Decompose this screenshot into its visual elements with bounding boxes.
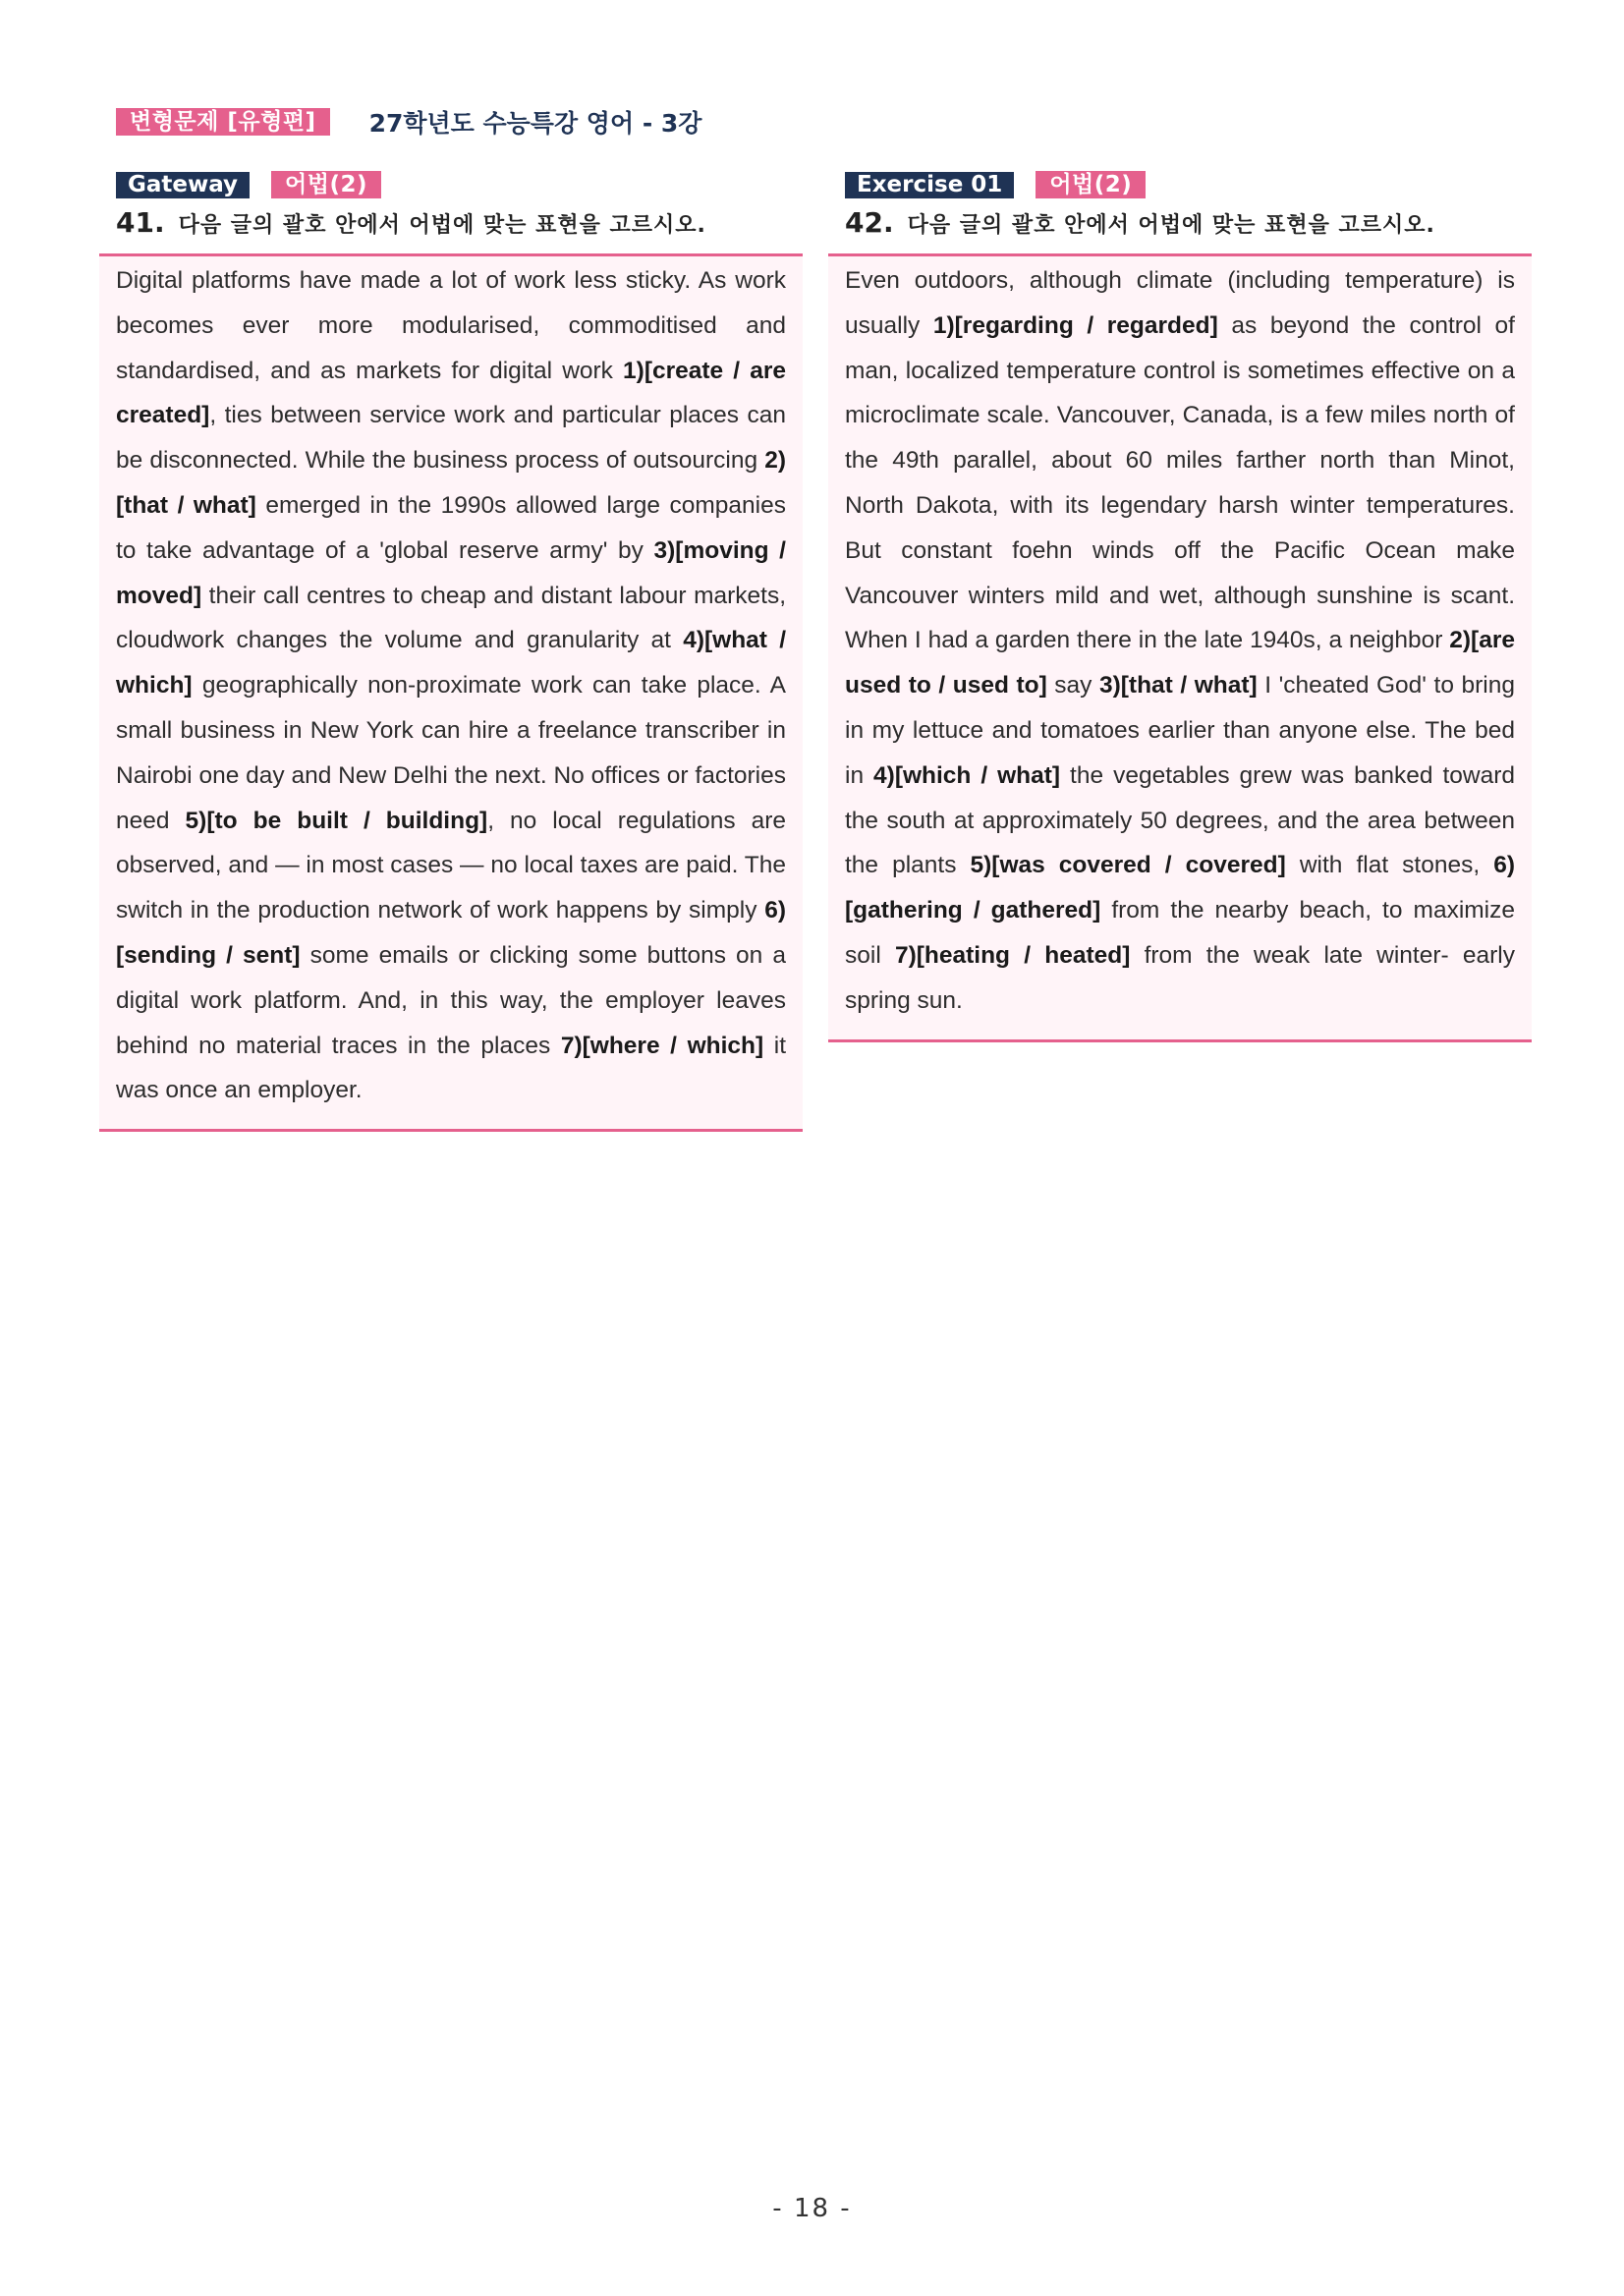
grammar-choice: 7)[heating / heated]: [894, 941, 1131, 969]
passage-segment: I 'cheated God' to bring in my lettuce and tomatoes earlier than anyone else. The bed in: [845, 672, 1515, 789]
passage-segment: , ties between service work and particular places can be disconnected. While the business process of outsourcing: [116, 402, 786, 475]
grammar-choice: 6)[gathering / gathered]: [845, 852, 1515, 924]
passage-segment: emerged in the 1990s allowed large companies to take advantage of a 'global reserve army' by: [116, 491, 786, 564]
series-tag: Exercise 01: [845, 172, 1014, 198]
passage-segment: the vegetables grew was banked toward the south at approximately 50 degrees, and the area between the plants: [845, 761, 1515, 879]
passage-segment: say: [1046, 672, 1099, 700]
question-instruction: 다음 글의 괄호 안에서 어법에 맞는 표현을 고르시오.: [178, 213, 706, 238]
passage-text: [116, 258, 786, 1113]
passage-segment: , no local regulations are observed, and — in most cases — no local taxes are paid. The switch in the production network of work happens by simply: [116, 807, 786, 924]
passage-segment: geographically non-proximate work can take place. A small business in New York can hire a freelance transcriber in Nairobi one day and New Delhi the next. No offices or factories need: [116, 672, 786, 834]
grammar-choice: 7)[where / which]: [560, 1032, 764, 1059]
passage-segment: from the nearby beach, to maximize soil: [845, 897, 1515, 969]
question-tags: [828, 171, 1532, 198]
question-number: 41.: [116, 206, 165, 239]
page-title: 27학년도 수능특강 영어 - 3강: [368, 109, 702, 138]
question-42-column: [828, 171, 1532, 1042]
grammar-choice: 4)[which / what]: [873, 761, 1061, 789]
type-tag: 어법(2): [1036, 171, 1146, 198]
grammar-choice: 5)[to be built / building]: [185, 807, 488, 834]
grammar-choice: 5)[was covered / covered]: [970, 852, 1286, 879]
passage-segment: from the weak late winter- early spring sun.: [845, 941, 1515, 1014]
question-41-column: [99, 171, 803, 1132]
grammar-choice: 2)[that / what]: [116, 447, 786, 519]
passage-segment: Even outdoors, although climate (including temperature) is usually: [845, 267, 1515, 339]
passage-segment: their call centres to cheap and distant labour markets, cloudwork changes the volume and granularity at: [116, 582, 786, 654]
grammar-choice: 3)[that / what]: [1098, 672, 1258, 700]
passage-segment: some emails or clicking some buttons on a digital work platform. And, in this way, the employer leaves behind no material traces in the places: [116, 941, 786, 1059]
passage-box: [828, 253, 1532, 1042]
question-heading: [99, 206, 803, 246]
passage-segment: as beyond the control of man, localized temperature control is sometimes effective on a microclimate scale. Vancouver, Canada, is a few miles north of the 49th parallel, about 60 miles farther north than Minot, North Dakota, with its legendary harsh winter temperatures. But constant foehn winds off the Pacific Ocean make Vancouver winters mild and wet, although sunshine is scant. When I had a garden there in the late 1940s, a neighbor: [845, 311, 1515, 654]
passage-segment: it was once an employer.: [116, 1032, 787, 1104]
question-tags: [99, 171, 803, 198]
page-number: - 18 -: [772, 2194, 852, 2223]
grammar-choice: 6)[sending / sent]: [116, 897, 786, 969]
grammar-choice: 4)[what / which]: [116, 627, 786, 700]
question-instruction: 다음 글의 괄호 안에서 어법에 맞는 표현을 고르시오.: [907, 213, 1435, 238]
type-tag: 어법(2): [271, 171, 381, 198]
passage-text: [845, 258, 1515, 1024]
passage-segment: Digital platforms have made a lot of work less sticky. As work becomes ever more modularised, commoditised and standardised, and as markets for digital work: [116, 267, 786, 384]
grammar-choice: 2)[are used to / used to]: [845, 627, 1515, 700]
grammar-choice: 1)[create / are created]: [116, 357, 786, 429]
passage-box: [99, 253, 803, 1132]
grammar-choice: 1)[regarding / regarded]: [932, 311, 1218, 339]
passage-segment: with flat stones,: [1285, 852, 1494, 879]
page-header: [116, 106, 701, 138]
grammar-choice: 3)[moving / moved]: [116, 536, 786, 609]
question-heading: [828, 206, 1532, 246]
question-number: 42.: [845, 206, 894, 239]
header-tag: 변형문제 [유형편]: [116, 108, 330, 136]
series-tag: Gateway: [116, 172, 250, 198]
